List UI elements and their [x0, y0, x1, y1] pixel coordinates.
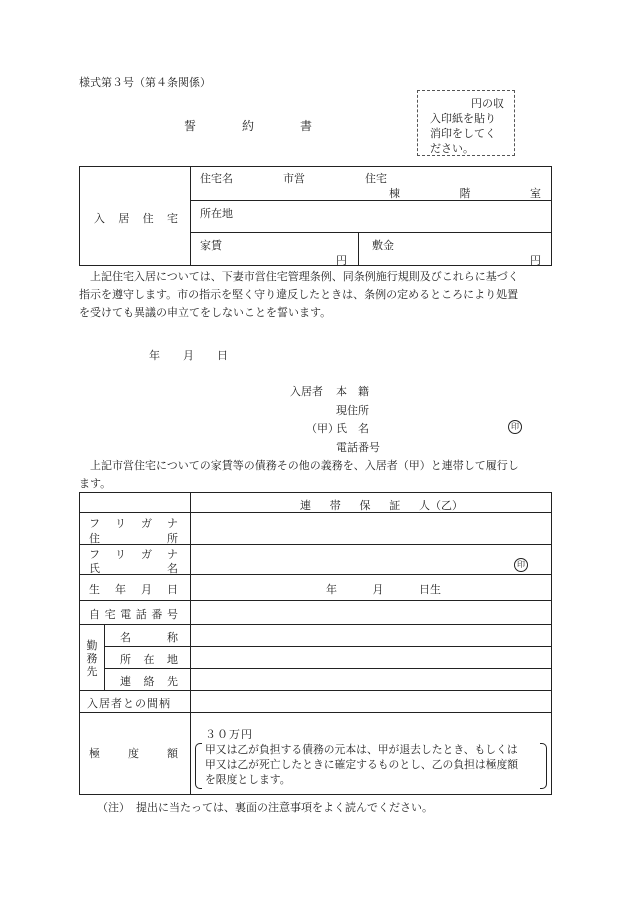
stamp-note-line: 消印をしてく [430, 127, 496, 140]
phone-label: 電話番号 [336, 441, 380, 454]
city-label: 市営 [283, 172, 305, 185]
stamp-note-line: 入印紙を貼り [430, 112, 496, 125]
guarantor-header: 連 帯 保 証 人（乙） [300, 499, 463, 512]
location-label: 所在地 [200, 207, 233, 220]
work-contact-label: 連 絡 先 [120, 675, 178, 688]
stamp-note-line: ださい。 [430, 142, 474, 155]
limit-label: 極 度 額 [89, 747, 178, 760]
unit-labels: 棟 階 室 [389, 187, 541, 200]
furigana-label: フ リ ガ ナ [89, 548, 178, 561]
date-line: 年 月 日 [149, 349, 228, 362]
birthdate-value: 年 月 日生 [326, 583, 441, 596]
current-address-label: 現住所 [336, 404, 369, 417]
guarantee-paragraph: 上記市営住宅についての家賃等の債務その他の義務を、入居者（甲）と連帯して履行し ます。 [79, 459, 519, 490]
limit-bracket-left [195, 743, 202, 789]
form-number: 様式第３号（第４条関係） [79, 76, 211, 89]
work-location-label: 所 在 地 [120, 653, 178, 666]
home-phone-label: 自 宅 電 話 番 号 [89, 608, 178, 621]
resident-name-label: 氏 名 [336, 422, 369, 435]
limit-bracket-right [540, 743, 547, 789]
revenue-stamp-box [417, 90, 515, 156]
birthdate-label: 生 年 月 日 [89, 583, 178, 596]
resident-seal-mark: 印 [508, 420, 522, 434]
residence-header: 入 居 住 宅 [94, 212, 178, 225]
workplace-label: 勤 務 先 [86, 639, 98, 678]
document-title [184, 117, 312, 134]
honseki-label: 本 籍 [336, 385, 369, 398]
name-label: 氏 名 [89, 562, 178, 575]
guarantor-seal-mark: 印 [514, 558, 528, 572]
limit-amount: ３０万円 [205, 728, 253, 741]
rent-label: 家賃 [200, 239, 222, 252]
note-text: 提出に当たっては、裏面の注意事項をよく読んでください。 [136, 801, 433, 814]
address-label: 住 所 [89, 532, 178, 545]
title-char: 誓 [184, 119, 197, 133]
title-char: 書 [299, 119, 312, 133]
rent-yen: 円 [336, 254, 347, 267]
deposit-label: 敷金 [372, 239, 394, 252]
work-name-label: 名 称 [120, 631, 178, 644]
relationship-label: 入居者との間柄 [87, 697, 171, 710]
pledge-paragraph: 上記住宅入居については、下妻市営住宅管理条例、同条例施行規則及びこれらに基づく 指示を遵守します。市の指示を堅く守り違反したときは、条例の定めるところにより処置 を受けても異議の申立てをしないことを誓います。 [79, 270, 519, 319]
ko-label: （甲） [306, 422, 339, 435]
resident-label: 入居者 [290, 385, 323, 398]
deposit-yen: 円 [530, 254, 541, 267]
housing-name-label: 住宅名 [200, 172, 233, 185]
stamp-note-line: 円の収 [471, 97, 504, 110]
note-label: （注） [97, 801, 130, 814]
housing-suffix: 住宅 [365, 172, 387, 185]
furigana-label: フ リ ガ ナ [89, 517, 178, 530]
title-char: 約 [241, 119, 254, 133]
limit-note: 甲又は乙が負担する債務の元本は、甲が退去したとき、もしくは 甲又は乙が死亡したときに確定するものとし、乙の負担は極度額 を限度とします。 [205, 743, 519, 786]
